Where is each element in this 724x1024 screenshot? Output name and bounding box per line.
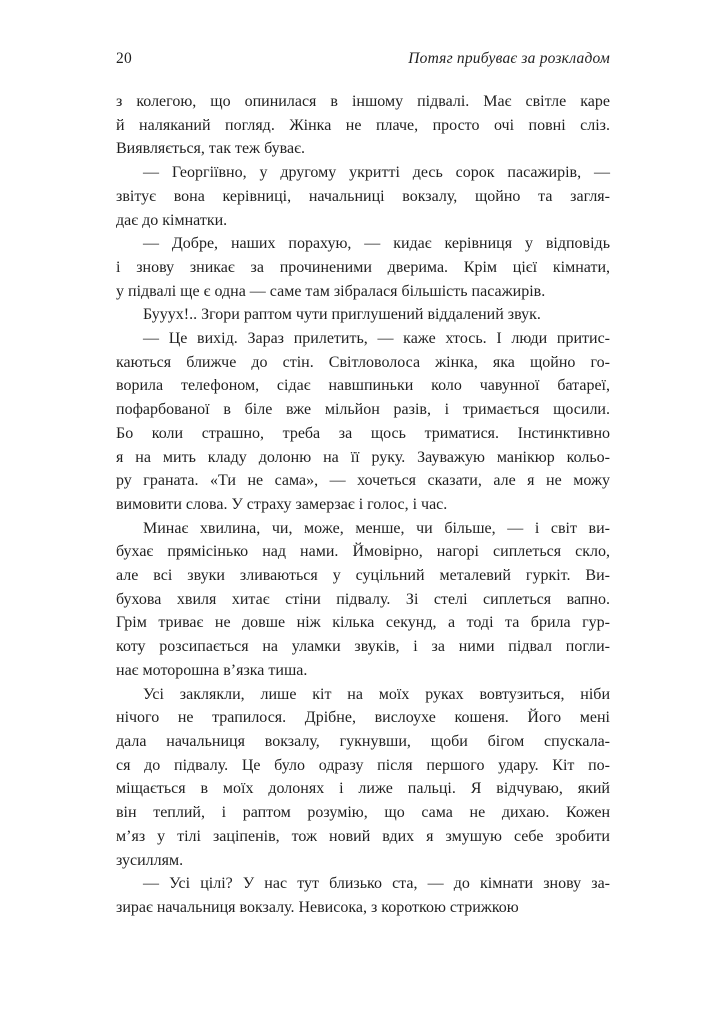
page-body xyxy=(116,90,610,920)
text-line: нає моторошна в’язка тиша. xyxy=(116,661,308,679)
text-line: нічого не трапилося. Дрібне, вислоухе кошеня. Його мені xyxy=(116,709,610,727)
text-line: вимовити слова. У страху замерзає і голос, і час. xyxy=(116,495,448,513)
text-line: Усі заклякли, лише кіт на моїх руках вовтузиться, ніби xyxy=(143,685,610,703)
text-line: — Усі цілі? У нас тут близько ста, — до кімнати знову за- xyxy=(143,875,610,893)
text-line: ру граната. «Ти не сама», — хочеться сказати, але я не можу xyxy=(116,472,610,490)
text-line: у підвалі ще є одна — саме там зібралася більшість пасажирів. xyxy=(116,282,546,300)
text-line: — Добре, наших порахую, — кидає керівниця у відповідь xyxy=(143,235,610,253)
text-line: звітує вона керівниці, начальниці вокзалу, щойно та загля- xyxy=(116,187,610,205)
text-line: пофарбованої в біле вже мільйон разів, і тримається щосили. xyxy=(116,401,610,419)
text-line: але всі звуки зливаються у суцільний металевий гуркіт. Ви- xyxy=(116,567,610,585)
paragraph xyxy=(116,161,610,232)
text-line: каються ближче до стін. Світловолоса жінка, яка щойно го- xyxy=(116,353,610,371)
paragraph xyxy=(116,872,610,919)
page-number: 20 xyxy=(116,50,132,67)
text-line: міщається в моїх долонях і лиже пальці. Я відчуваю, який xyxy=(116,780,610,798)
paragraph xyxy=(116,90,610,161)
text-line: Бо коли страшно, треба за щось триматися. Інстинктивно xyxy=(116,424,610,442)
running-title: Потяг прибуває за розкладом xyxy=(408,50,610,67)
paragraph xyxy=(116,232,610,303)
text-line: — Це вихід. Зараз прилетить, — каже хтось. І люди притис- xyxy=(143,330,610,348)
text-line: Минає хвилина, чи, може, менше, чи більше, — і світ ви- xyxy=(143,519,610,537)
text-line: Виявляється, так теж буває. xyxy=(116,140,305,158)
text-line: коту розсипається на уламки звуків, і за ними підвал погли- xyxy=(116,638,610,656)
paragraph xyxy=(116,327,610,517)
text-line: Грім триває не довше ніж кілька секунд, а тоді та брила гур- xyxy=(116,614,610,632)
text-line: дає до кімнатки. xyxy=(116,211,228,229)
text-line: з колегою, що опинилася в іншому підвалі. Має світле каре xyxy=(116,93,610,110)
paragraph xyxy=(116,683,610,873)
text-line: Бууух!.. Згори раптом чути приглушений віддалений звук. xyxy=(143,306,541,324)
text-line: зусиллям. xyxy=(116,851,184,869)
text-line: я на мить кладу долоню на її руку. Зауважую манікюр кольо- xyxy=(116,448,610,466)
page-header xyxy=(116,50,610,68)
text-line: м’яз у тілі заціпенів, тож новий вдих я змушую себе зробити xyxy=(116,827,610,845)
paragraph xyxy=(116,517,610,683)
text-line: зирає начальниця вокзалу. Невисока, з короткою стрижкою xyxy=(116,898,519,916)
text-line: бухає прямісінько над нами. Ймовірно, нагорі сиплеться скло, xyxy=(116,543,610,561)
text-line: і знову зникає за прочиненими дверима. Крім цієї кімнати, xyxy=(116,258,610,276)
text-line: він теплий, і раптом розумію, що сама не дихаю. Кожен xyxy=(116,804,610,822)
text-line: дала начальниця вокзалу, гукнувши, щоби бігом спускала- xyxy=(116,732,610,750)
text-line: й наляканий погляд. Жінка не плаче, просто очі повні сліз. xyxy=(116,116,610,134)
text-line: бухова хвиля хитає стіни підвалу. Зі стелі сиплеться вапно. xyxy=(116,590,610,608)
text-line: ворила телефоном, сідає навшпиньки коло чавунної батареї, xyxy=(116,377,610,395)
paragraph xyxy=(116,303,610,327)
text-line: ся до підвалу. Це було одразу після першого удару. Кіт по- xyxy=(116,756,610,774)
text-line: — Георгіївно, у другому укритті десь сорок пасажирів, — xyxy=(143,164,610,182)
